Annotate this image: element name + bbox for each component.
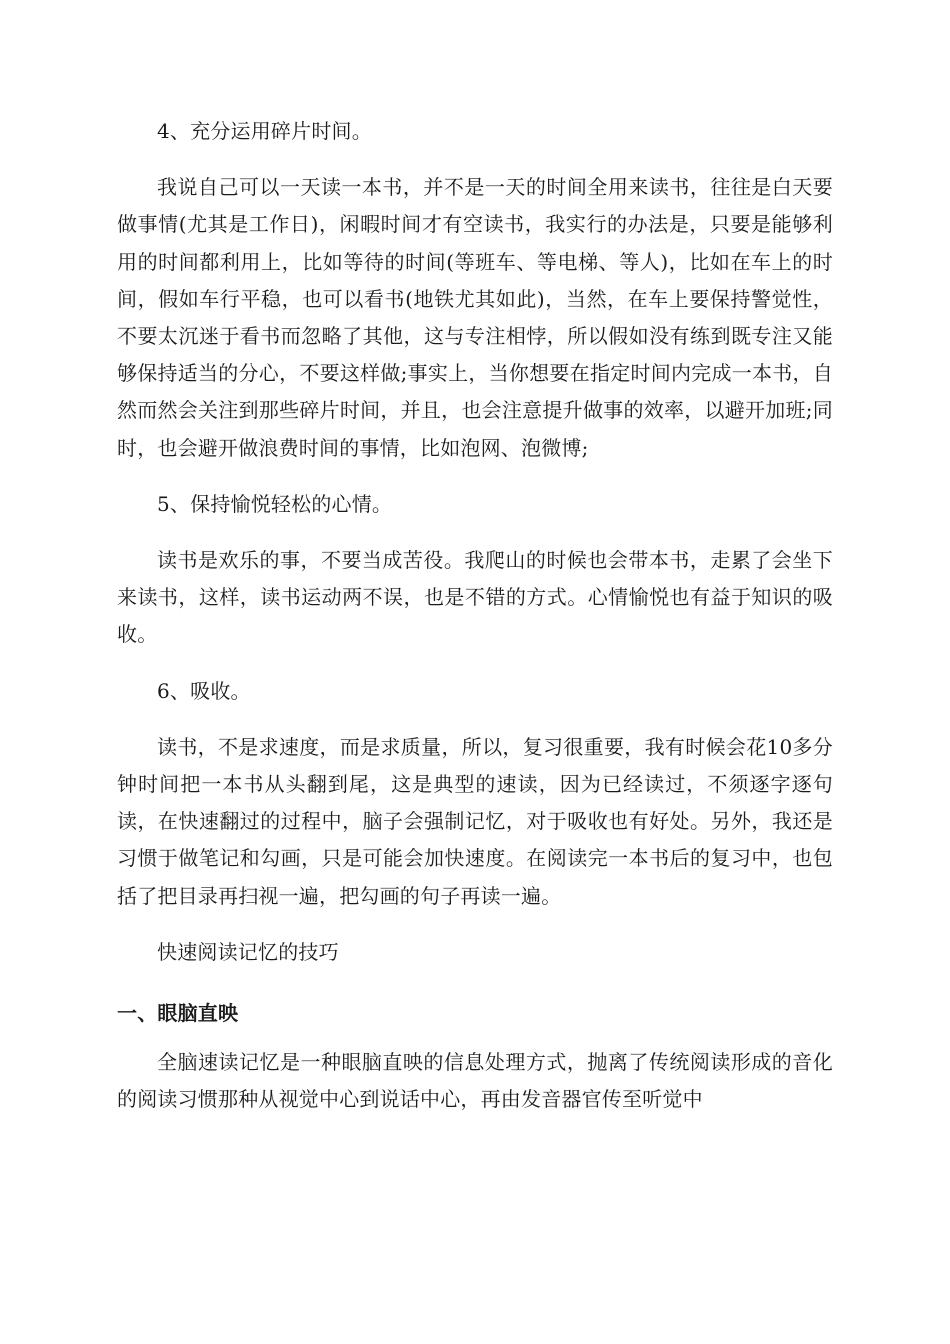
numbered-heading-5: 5、保持愉悦轻松的心情。 — [157, 491, 393, 516]
paragraph-fragment-time: 我说自己可以一天读一本书，并不是一天的时间全用来读书，往往是白天要做事情(尤其是工作日)，闲暇时间才有空读书，我实行的办法是，只要是能够利用的时间都利用上，比如等待的时间(等班车、等电梯、等人)，比如在车上的时间，假如车行平稳，也可以看书(地铁尤其如此)，当然，在车上要保持警觉性，不要太沉迷于看书而忽略了其他，这与专注相悖，所以假如没有练到既专注又能够保持适当的分心，不要这样做;事实上，当你想要在指定时间内完成一本书，自然而然会关注到那些碎片时间，并且，也会注意提升做事的效率，以避开加班;同时，也会避开做浪费时间的事情，比如泡网、泡微博; — [117, 175, 833, 460]
paragraph-absorb: 读书，不是求速度，而是求质量，所以，复习很重要，我有时候会花10多分钟时间把一本书从头翻到尾，这是典型的速读，因为已经读过，不须逐字逐句读，在快速翻过的过程中，脑子会强制记忆，对于吸收也有好处。另外，我还是习惯于做笔记和勾画，只是可能会加快速度。在阅读完一本书后的复习中，也包括了把目录再扫视一遍，把勾画的句子再读一遍。 — [117, 734, 833, 908]
numbered-heading-4: 4、充分运用碎片时间。 — [157, 119, 372, 143]
topic-title: 快速阅读记忆的技巧 — [157, 939, 339, 964]
paragraph-pleasant-mood: 读书是欢乐的事，不要当成苦役。我爬山的时候也会带本书，走累了会坐下来读书，这样，读书运动两不误，也是不错的方式。心情愉悦也有益于知识的吸收。 — [117, 548, 833, 647]
document-body — [117, 113, 833, 1119]
section-title-1: 一、眼脑直映 — [117, 1001, 239, 1026]
paragraph-eye-brain: 全脑速读记忆是一种眼脑直映的信息处理方式，抛离了传统阅读形成的音化的阅读习惯那种从视觉中心到说话中心，再由发音器官传至听觉中 — [117, 1050, 833, 1112]
numbered-heading-6: 6、吸收。 — [157, 678, 251, 703]
